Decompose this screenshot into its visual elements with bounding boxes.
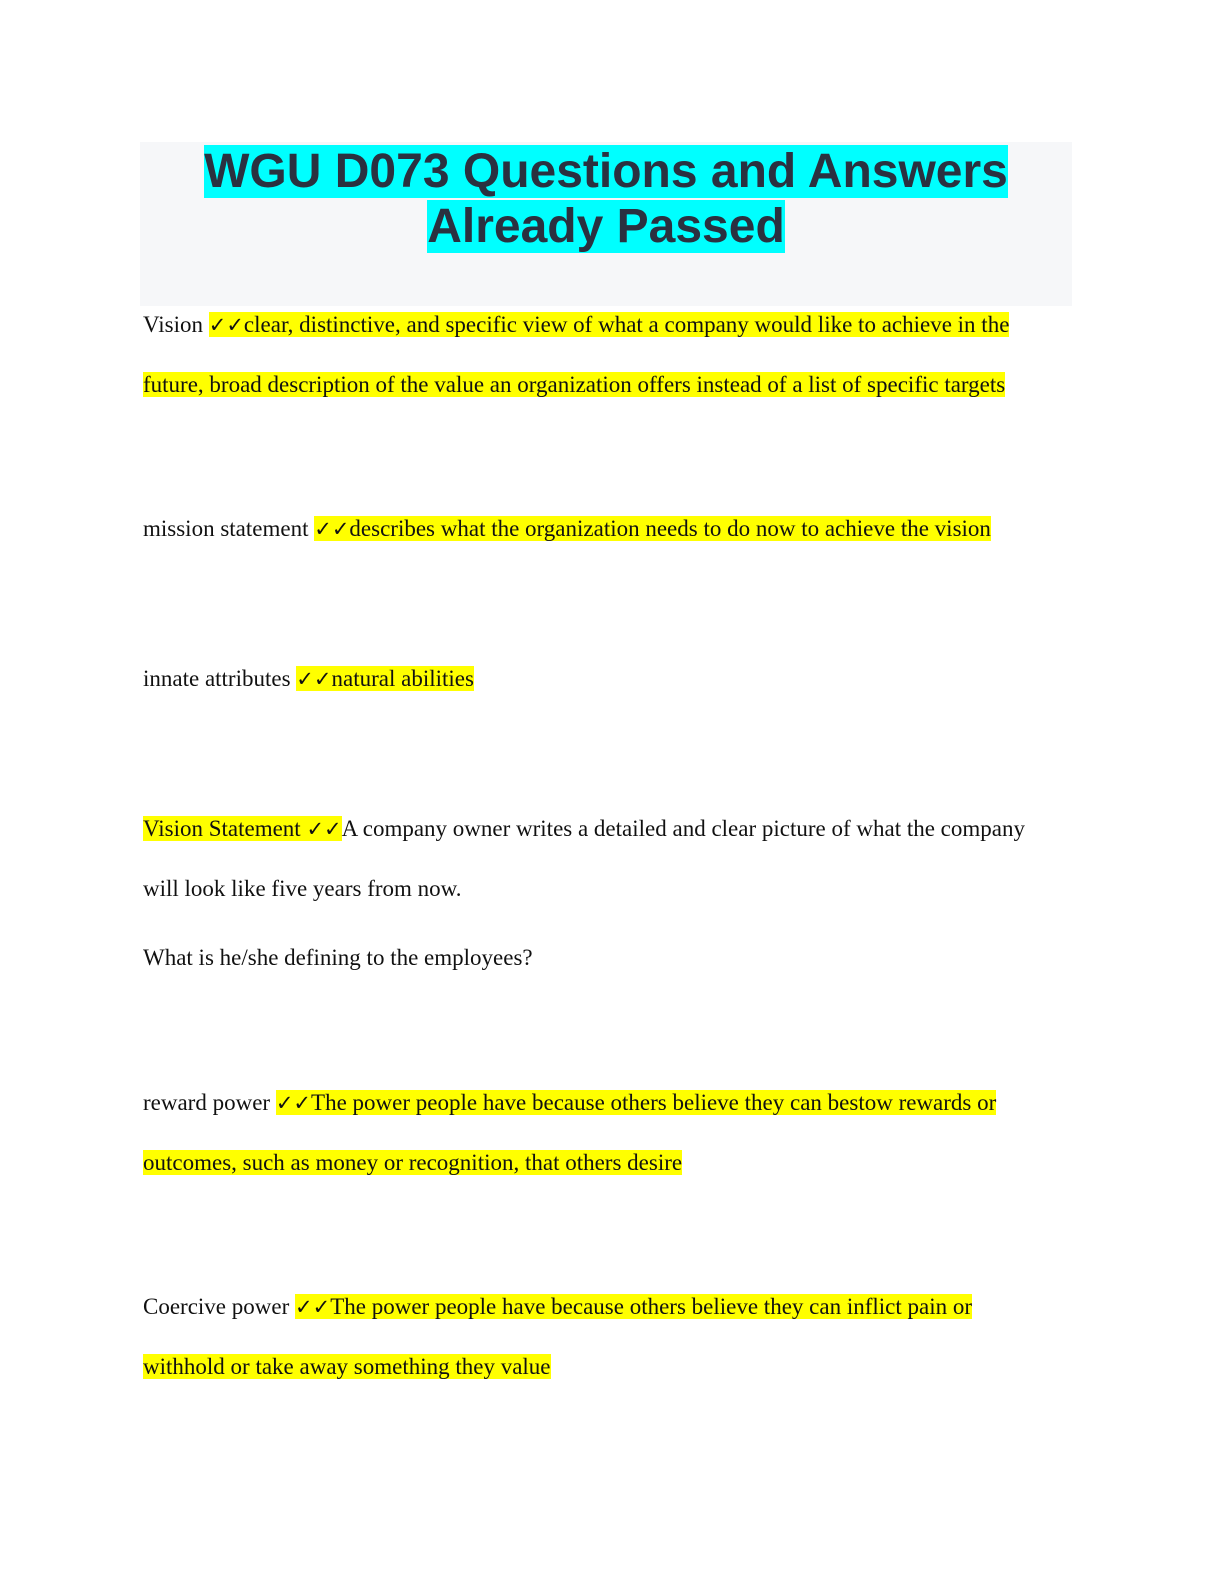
- check-icon: ✓✓: [275, 1091, 312, 1115]
- check-icon: ✓✓: [296, 667, 332, 691]
- answer-text-continued: outcomes, such as money or recognition, that others desire: [143, 1150, 683, 1175]
- answer-text: The power people have because others believe they can inflict pain or: [330, 1294, 973, 1319]
- answer-highlight: [209, 312, 1010, 337]
- qa-entry-mission-statement: [143, 499, 1073, 559]
- term: mission statement: [143, 516, 309, 541]
- check-icon: ✓✓: [295, 1295, 331, 1319]
- answer-highlight: [295, 1294, 972, 1319]
- check-icon: ✓✓: [306, 817, 342, 841]
- answer-text: clear, distinctive, and specific view of what a company would like to achieve in the: [243, 312, 1010, 337]
- term-highlight: [143, 816, 342, 841]
- term: reward power: [143, 1090, 271, 1115]
- term: Vision Statement: [143, 816, 301, 841]
- title-block: [140, 142, 1072, 306]
- answer-highlight: [276, 1090, 996, 1115]
- title-line-1: WGU D073 Questions and Answers: [204, 145, 1008, 198]
- answer-text: natural abilities: [331, 666, 474, 691]
- term: Vision: [143, 312, 203, 337]
- qa-entry-innate-attributes: [143, 649, 1073, 709]
- qa-entry-reward-power: [143, 1073, 1073, 1192]
- answer-text: describes what the organization needs to do now to achieve the vision: [349, 516, 991, 541]
- term: Coercive power: [143, 1294, 290, 1319]
- answer-text-continued: future, broad description of the value an organization offers instead of a list of specific targets: [143, 372, 1006, 397]
- answer-text-continued: withhold or take away something they value: [143, 1354, 551, 1379]
- document-title: [140, 142, 1072, 254]
- answer-highlight: [314, 516, 991, 541]
- answer-text-continued: will look like five years from now.: [143, 876, 462, 901]
- check-icon: ✓✓: [314, 517, 350, 541]
- qa-entry-vision-statement: [143, 799, 1073, 918]
- answer-text: The power people have because others believe they can bestow rewards or: [311, 1090, 997, 1115]
- check-icon: ✓✓: [208, 313, 244, 337]
- qa-entry-vision: [143, 295, 1073, 414]
- answer-highlight: [296, 666, 474, 691]
- title-line-2: Already Passed: [427, 200, 785, 253]
- question-line: What is he/she defining to the employees?: [143, 945, 533, 970]
- answer-text: A company owner writes a detailed and clear picture of what the company: [341, 816, 1025, 841]
- qa-entry-coercive-power: [143, 1277, 1073, 1396]
- term: innate attributes: [143, 666, 291, 691]
